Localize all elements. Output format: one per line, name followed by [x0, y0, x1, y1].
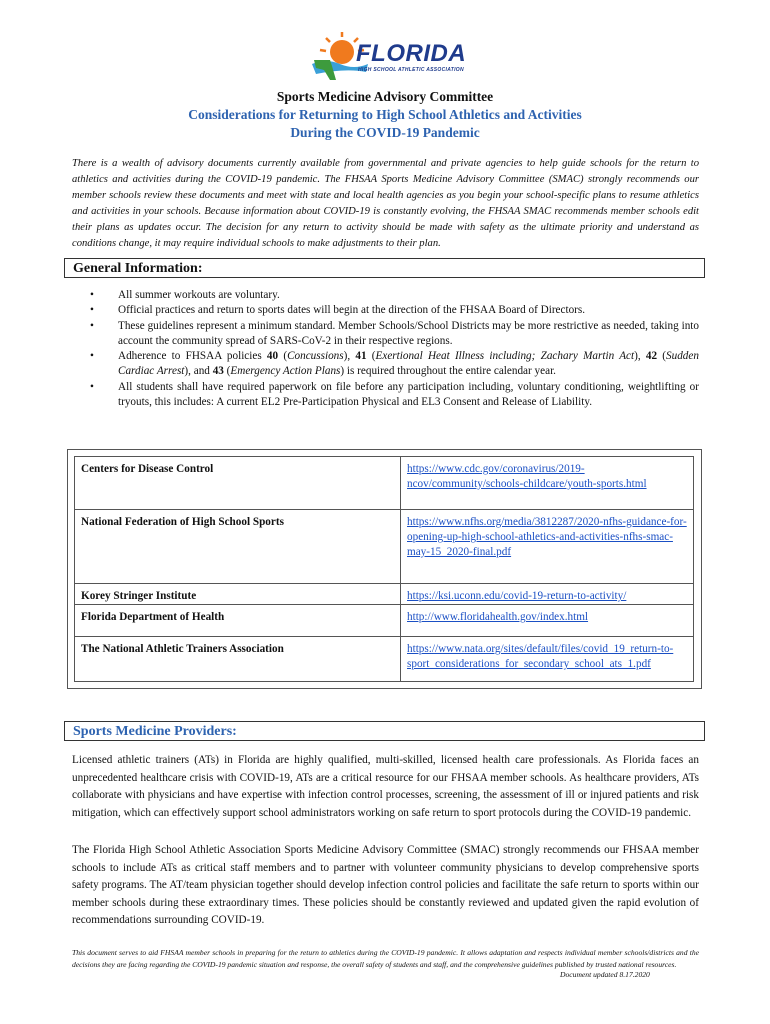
- table-row: [75, 457, 694, 510]
- table-row: [75, 605, 694, 637]
- intro-paragraph: There is a wealth of advisory documents currently available from governmental and private agencies to help guide schools for the return to athletics and activities during the COVID-19 pandemic. The FHSAA Sports Medicine Advisory Committee (SMAC) strongly recommends our member schools review these documents and meet with state and local health agencies as you begin your school-specific plans to resume athletics and activities in your schools. Because information about COVID-19 is constantly evolving, the FHSAA SMAC recommends member schools edit their plans as updates occur. The decision for any return to activity should be made with safety as the ultimate priority and understand as conditions change, it may require individual schools to make adjustments to their plan.: [72, 158, 699, 249]
- list-item: • All students shall have required paperwork on file before any participation including, voluntary conditioning, weightlifting or tryouts, this includes: A current EL2 Pre-Participation Physical and EL3 Consent and Release of Liability.: [90, 380, 699, 409]
- resource-link[interactable]: https://www.nata.org/sites/default/files/covid_19_return-to-sport_considerations_for_secondary_school_ats_1.pdf: [401, 637, 694, 682]
- providers-paragraph-2: The Florida High School Athletic Association Sports Medicine Advisory Committee (SMAC) strongly recommends our FHSAA member schools to include ATs as critical staff members and to partner with volunteer community physicians to develop comprehensive sports safety programs. The AT/team physician together should develop infection control policies and facilitate the safe return to sports within our member schools during these extraordinary times. These policies should be constantly reviewed and updated given the rapid evolution of recommendations surrounding COVID-19.: [72, 844, 699, 926]
- logo-wordmark: FLORIDA: [356, 40, 467, 67]
- list-item: • All summer workouts are voluntary.: [90, 289, 280, 301]
- general-info-list: [90, 288, 699, 410]
- resource-name: Florida Department of Health: [75, 605, 401, 637]
- resources-table-frame: [67, 449, 702, 689]
- table-row: [75, 584, 694, 605]
- resources-table: [74, 456, 694, 682]
- table-row: [75, 637, 694, 682]
- bullet-text: Official practices and return to sports dates will begin at the direction of the FHSAA Board of Directors.: [118, 304, 586, 317]
- committee-title: Sports Medicine Advisory Committee: [276, 89, 494, 104]
- document-subtitle: During the COVID-19 Pandemic: [290, 125, 480, 140]
- document-title: Considerations for Returning to High School Athletics and Activities: [188, 107, 582, 122]
- resource-link[interactable]: https://www.nfhs.org/media/3812287/2020-nfhs-guidance-for-opening-up-high-school-athletics-and-activities-nfhs-smac-may-15_2020-final.pdf: [401, 510, 694, 584]
- policy-bullet: Adherence to FHSAA policies 40 (Concussions), 41 (Exertional Heat Illness including; Zachary Martin Act), 42 (Sudden Cardiac Arrest), and 43 (Emergency Action Plans) is required throughout the entire calendar year.: [118, 350, 699, 378]
- resource-name: National Federation of High School Sports: [75, 510, 401, 584]
- footer-disclaimer: This document serves to aid FHSAA member schools in preparing for the return to athletics during the COVID-19 pandemic. It allows adaptation and respects individual member schools/districts and the decisions they are facing regarding the COVID-19 pandemic situation and response, the overall safety of students and staff, and the comprehensive guidelines published by trusted national resources.: [72, 948, 699, 969]
- resource-link[interactable]: https://www.cdc.gov/coronavirus/2019-ncov/community/schools-childcare/youth-sports.html: [401, 457, 694, 510]
- resource-link[interactable]: https://ksi.uconn.edu/covid-19-return-to-activity/: [401, 584, 694, 605]
- bullet-text: All summer workouts are voluntary.: [118, 289, 280, 301]
- footer-date: Document updated 8.17.2020: [560, 970, 650, 979]
- list-item: • These guidelines represent a minimum standard. Member Schools/School Districts may be more restrictive as needed, taking into account the community spread of SARS-CoV-2 in their respective regions.: [90, 319, 699, 347]
- resource-name: Korey Stringer Institute: [75, 584, 401, 605]
- bullet-text: All students shall have required paperwork on file before any participation including, voluntary conditioning, weightlifting or tryouts, this includes: A current EL2 Pre-Participation Physical and EL3 Consent and Release of Liability.: [118, 380, 699, 409]
- list-item: • Official practices and return to sports dates will begin at the direction of the FHSAA Board of Directors.: [90, 304, 586, 317]
- resource-link[interactable]: http://www.floridahealth.gov/index.html: [401, 605, 694, 637]
- providers-paragraph-1: Licensed athletic trainers (ATs) in Florida are highly qualified, multi-skilled, licensed health care professionals. As Florida faces an unprecedented healthcare crisis with COVID-19, ATs are a critical resource for our FHSAA member schools. As healthcare providers, ATs collaborate with physicians and have expertise with infection control processes, screening, the assessment of ill or injured patients and risk mitigation, which can effectively support school administrators working on safe return to sport protocols during the COVID-19 pandemic.: [72, 754, 699, 819]
- bullet-text: These guidelines represent a minimum standard. Member Schools/School Districts may be more restrictive as needed, taking into account the community spread of SARS-CoV-2 in their respective regions.: [118, 319, 699, 347]
- logo-subtitle: HIGH SCHOOL ATHLETIC ASSOCIATION: [358, 67, 464, 73]
- resource-name: Centers for Disease Control: [75, 457, 401, 510]
- list-item: • Adherence to FHSAA policies 40 (Concussions), 41 (Exertional Heat Illness including; Zachary Martin Act), 42 (Sudden Cardiac Arrest), and 43 (Emergency Action Plans) is required throughout the entire calendar year.: [90, 350, 699, 378]
- resource-name: The National Athletic Trainers Association: [75, 637, 401, 682]
- table-row: [75, 510, 694, 584]
- providers-heading: Sports Medicine Providers:: [64, 721, 705, 741]
- general-info-heading: General Information:: [64, 258, 705, 278]
